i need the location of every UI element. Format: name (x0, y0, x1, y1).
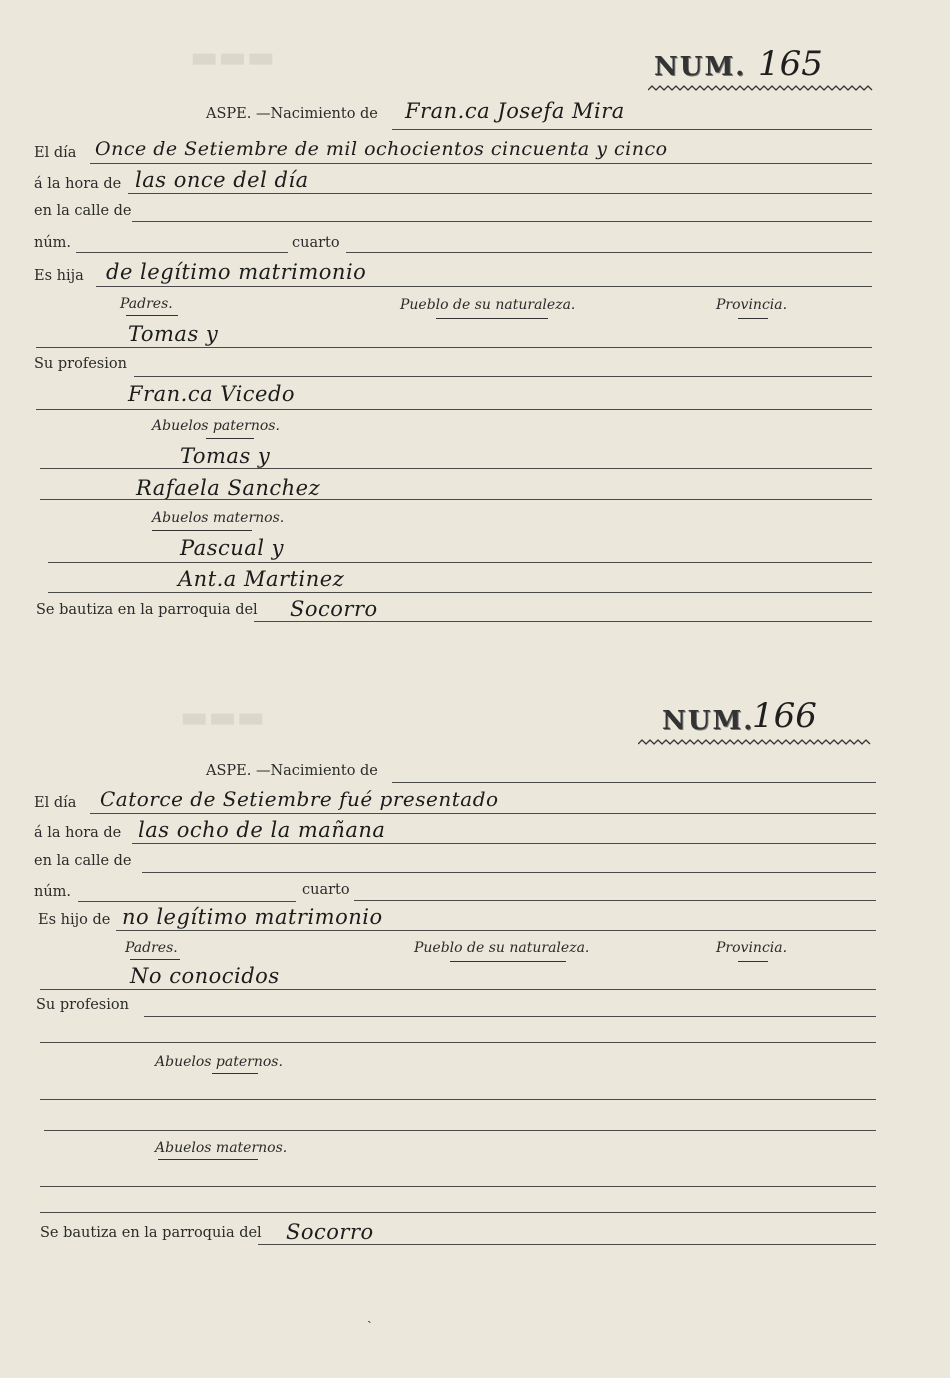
field-line (116, 930, 876, 931)
es-hijo-value: de legítimo matrimonio (106, 260, 367, 284)
abuelo-materno: Pascual y (180, 536, 285, 560)
field-line (90, 813, 876, 814)
child-name: Fran.ca Josefa Mira (405, 99, 625, 123)
field-line (392, 782, 876, 783)
calle-label: en la calle de (34, 853, 132, 869)
field-line (354, 900, 876, 901)
record-number-value: 166 (752, 696, 817, 736)
hora-label: á la hora de (34, 825, 122, 841)
padre-value: Tomas y (128, 322, 219, 346)
field-line (40, 1099, 876, 1100)
bleed-through-stamp: ▬▬▬ (190, 40, 276, 75)
cuarto-label: cuarto (302, 882, 350, 898)
field-line (36, 409, 872, 410)
el-dia-value: Once de Setiembre de mil ochocientos cincuenta y cinco (95, 138, 668, 160)
field-line (392, 129, 872, 130)
header-underline (158, 1159, 258, 1160)
el-dia-label: El día (34, 145, 77, 161)
header-underline (436, 318, 548, 319)
field-line (132, 843, 876, 844)
padres-header: Padres. (125, 940, 178, 956)
abuelos-maternos-header: Abuelos maternos. (152, 510, 285, 526)
es-hijo-label: Es hija (34, 268, 84, 284)
field-line (40, 1042, 876, 1043)
provincia-header: Provincia. (716, 940, 788, 956)
field-line (144, 1016, 876, 1017)
zigzag-divider (648, 84, 873, 92)
parroquia-value: Socorro (290, 597, 378, 621)
parroquia-label: Se bautiza en la parroquia del (36, 602, 258, 618)
el-dia-label: El día (34, 795, 77, 811)
field-line (254, 621, 872, 622)
header-underline (212, 1073, 258, 1074)
field-line (258, 1244, 876, 1245)
field-line (142, 872, 876, 873)
parroquia-label: Se bautiza en la parroquia del (40, 1225, 262, 1241)
pueblo-header: Pueblo de su naturaleza. (400, 297, 576, 313)
es-hijo-value: no legítimo matrimonio (122, 905, 383, 929)
field-line (36, 347, 872, 348)
field-line (40, 468, 872, 469)
abuela-paterna: Rafaela Sanchez (136, 476, 321, 500)
field-line (48, 562, 872, 563)
abuela-materna: Ant.a Martinez (178, 567, 345, 591)
pueblo-header: Pueblo de su naturaleza. (414, 940, 590, 956)
header-underline (130, 959, 180, 960)
field-line (134, 376, 872, 377)
header-underline (206, 438, 254, 439)
es-hijo-label: Es hijo de (38, 912, 111, 928)
padre-value: No conocidos (130, 964, 280, 988)
record-number-value: 165 (758, 44, 823, 84)
field-line (40, 499, 872, 500)
header-underline (738, 961, 768, 962)
num-field-label: núm. (34, 235, 72, 251)
field-line (76, 252, 288, 253)
header-label: ASPE. —Nacimiento de (206, 763, 378, 779)
madre-value: Fran.ca Vicedo (128, 382, 296, 406)
field-line (346, 252, 872, 253)
field-line (132, 221, 872, 222)
record-number-label: NUM. (654, 52, 747, 82)
profesion-label: Su profesion (34, 356, 127, 372)
abuelos-paternos-header: Abuelos paternos. (152, 418, 280, 434)
field-line (48, 592, 872, 593)
abuelo-paterno: Tomas y (180, 444, 271, 468)
abuelos-maternos-header: Abuelos maternos. (155, 1140, 288, 1156)
header-underline (152, 530, 252, 531)
parroquia-value: Socorro (286, 1220, 374, 1244)
field-line (40, 1212, 876, 1213)
cuarto-label: cuarto (292, 235, 340, 251)
profesion-label: Su profesion (36, 997, 129, 1013)
provincia-header: Provincia. (716, 297, 788, 313)
hora-value: las ocho de la mañana (138, 818, 386, 842)
header-label: ASPE. —Nacimiento de (206, 106, 378, 122)
record-number-label: NUM. (662, 706, 755, 736)
hora-label: á la hora de (34, 176, 122, 192)
calle-label: en la calle de (34, 203, 132, 219)
field-line (96, 286, 872, 287)
padres-header: Padres. (120, 296, 173, 312)
zigzag-divider (638, 738, 874, 746)
field-line (78, 901, 296, 902)
field-line (40, 1186, 876, 1187)
header-underline (738, 318, 768, 319)
header-underline (126, 315, 178, 316)
hora-value: las once del día (135, 168, 309, 192)
ink-mark: ˎ (367, 1308, 372, 1324)
field-line (90, 163, 872, 164)
field-line (40, 989, 876, 990)
header-underline (450, 961, 566, 962)
field-line (128, 193, 872, 194)
field-line (44, 1130, 876, 1131)
el-dia-value: Catorce de Setiembre fué presentado (100, 787, 499, 811)
bleed-through-stamp: ▬▬▬ (180, 700, 266, 735)
abuelos-paternos-header: Abuelos paternos. (155, 1054, 283, 1070)
num-field-label: núm. (34, 884, 72, 900)
